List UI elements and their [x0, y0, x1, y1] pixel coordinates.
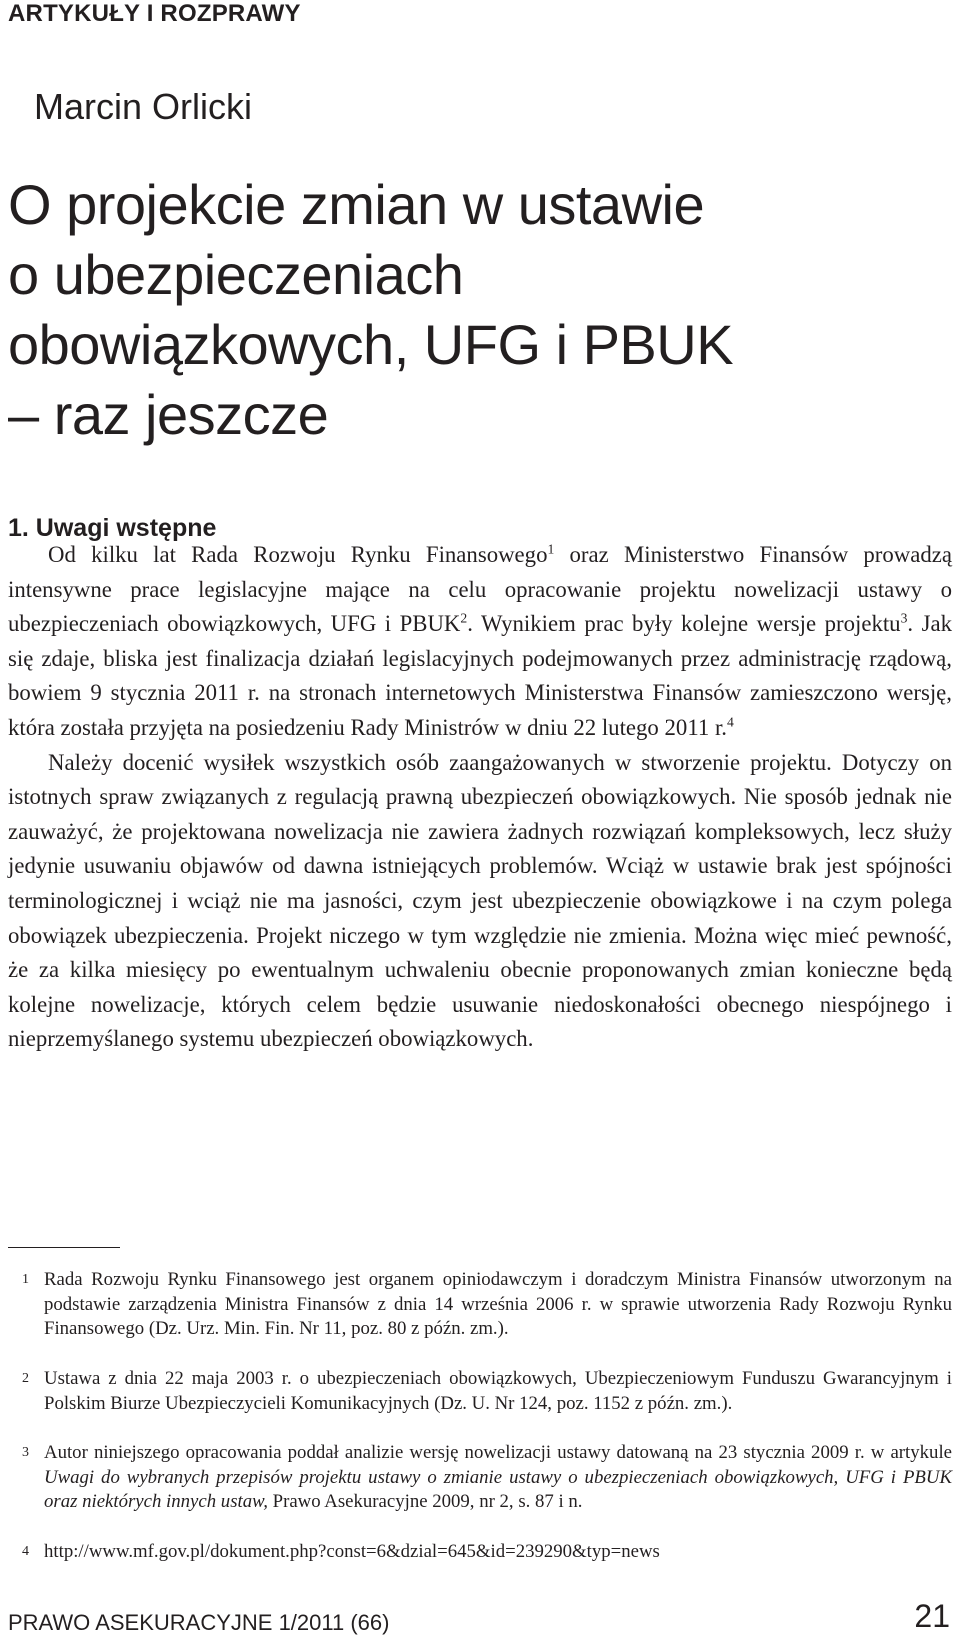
para1-part-b: oraz Ministerstwo Finansów prowadzą intensywne prace legislacyjne mające na celu opracowanie projektu nowelizacji ustawy o ubezpieczeniach obowiązkowych, UFG i PBUK [8, 542, 952, 637]
paragraph-2: Należy docenić wysiłek wszystkich osób zaangażowanych w stworzenie projektu. Dotyczy on istotnych spraw związanych z regulacją prawną ubezpieczeń obowiązkowych. Nie sposób jednak nie zauważyć, że projektowana nowelizacja nie zawiera żadnych rozwiązań kompleksowych, lecz służy jedynie usuwaniu objawów od dawna istniejących problemów. Wciąż w ustawie brak jest spójności terminologicznej i wciąż nie ma jasności, czym jest ubezpieczenie obowiązkowe i na czym polega obowiązek ubezpieczenia. Projekt niczego w tym względzie nie zmienia. Można więc mieć pewność, że za kilka miesięcy po ewentualnym uchwaleniu obecnie proponowanych zmian konieczne będą kolejne nowelizacje, których celem będzie usuwanie niedoskonałości obecnego niespójnego i nieprzemyślanego systemu ubezpieczeń obowiązkowych. [8, 749, 952, 1052]
footnote-text: Rada Rozwoju Rynku Finansowego jest organem opiniodawczym i doradczym Ministra Finansów utworzonym na podstawie zarządzenia Ministra Finansów z dnia 14 września 2006 r. w sprawie utworzenia Rady Rozwoju Rynku Finansowego (Dz. Urz. Min. Fin. Nr 11, poz. 80 z późn. zm.). [44, 1269, 952, 1340]
footnote-ref-4: 4 [727, 714, 734, 730]
para1-part-d: . Jak się zdaje, bliska jest finalizacja działań legislacyjnych podejmowanych przez administrację rządową, bowiem 9 stycznia 2011 r. na stronach internetowych Ministerstwa Finansów zamieszczono wersję, która została przyjęta na posiedzeniu Rady Ministrów w dniu 22 lutego 2011 r. [8, 611, 952, 740]
footnote-ref-2: 2 [460, 610, 468, 626]
journal-footer: PRAWO ASEKURACYJNE 1/2011 (66) [8, 1610, 390, 1635]
footnote-number: 2 [22, 1371, 29, 1386]
footnote-separator [8, 1247, 120, 1248]
cited-article-title: Uwagi do wybranych przepisów projektu ustawy o zmianie ustawy o ubezpieczeniach obowiązkowych, UFG i PBUK oraz niektórych innych ustaw, [44, 1466, 952, 1513]
paragraph-1 [8, 538, 952, 746]
footnote-text [44, 1441, 952, 1515]
author-name: Marcin Orlicki [34, 86, 253, 127]
footnote-text-part: Prawo Asekuracyjne 2009, nr 2, s. 87 i n. [267, 1491, 583, 1513]
footnote-4 [8, 1540, 952, 1565]
title-line: – raz jeszcze [8, 383, 329, 446]
footnote-number: 3 [22, 1445, 29, 1460]
article-title [8, 170, 948, 450]
footnote-number: 4 [22, 1544, 29, 1559]
title-line: O projekcie zmian w ustawie [8, 173, 705, 236]
section-heading: 1. Uwagi wstępne [8, 514, 217, 542]
footnote-ref-1: 1 [547, 541, 555, 557]
para1-part-c: . Wynikiem prac były kolejne wersje projektu [467, 611, 901, 637]
body-text [8, 538, 952, 1057]
para1-part-a: Od kilku lat Rada Rozwoju Rynku Finansowego [48, 542, 548, 567]
footnote-ref-3: 3 [900, 610, 908, 626]
title-line: obowiązkowych, UFG i PBUK [8, 313, 734, 376]
footnote-text: Ustawa z dnia 22 maja 2003 r. o ubezpieczeniach obowiązkowych, Ubezpieczeniowym Funduszu Gwarancyjnym i Polskim Biurze Ubezpieczycieli Komunikacyjnych (Dz. U. Nr 124, poz. 1152 z późn. zm.). [44, 1368, 952, 1414]
footnote-number: 1 [22, 1272, 29, 1287]
footnote-1 [8, 1268, 952, 1342]
footnote-3 [8, 1441, 952, 1515]
section-label: ARTYKUŁY I ROZPRAWY [8, 0, 301, 27]
footnote-text-part: Autor niniejszego opracowania poddał analizie wersję nowelizacji ustawy datowaną na 23 stycznia 2009 r. w artykule [44, 1442, 952, 1463]
footnote-2 [8, 1367, 952, 1416]
page-number: 21 [914, 1598, 950, 1634]
footnote-url[interactable]: http://www.mf.gov.pl/dokument.php?const=6&dzial=645&id=239290&typ=news [44, 1541, 660, 1562]
title-line: o ubezpieczeniach [8, 243, 464, 306]
